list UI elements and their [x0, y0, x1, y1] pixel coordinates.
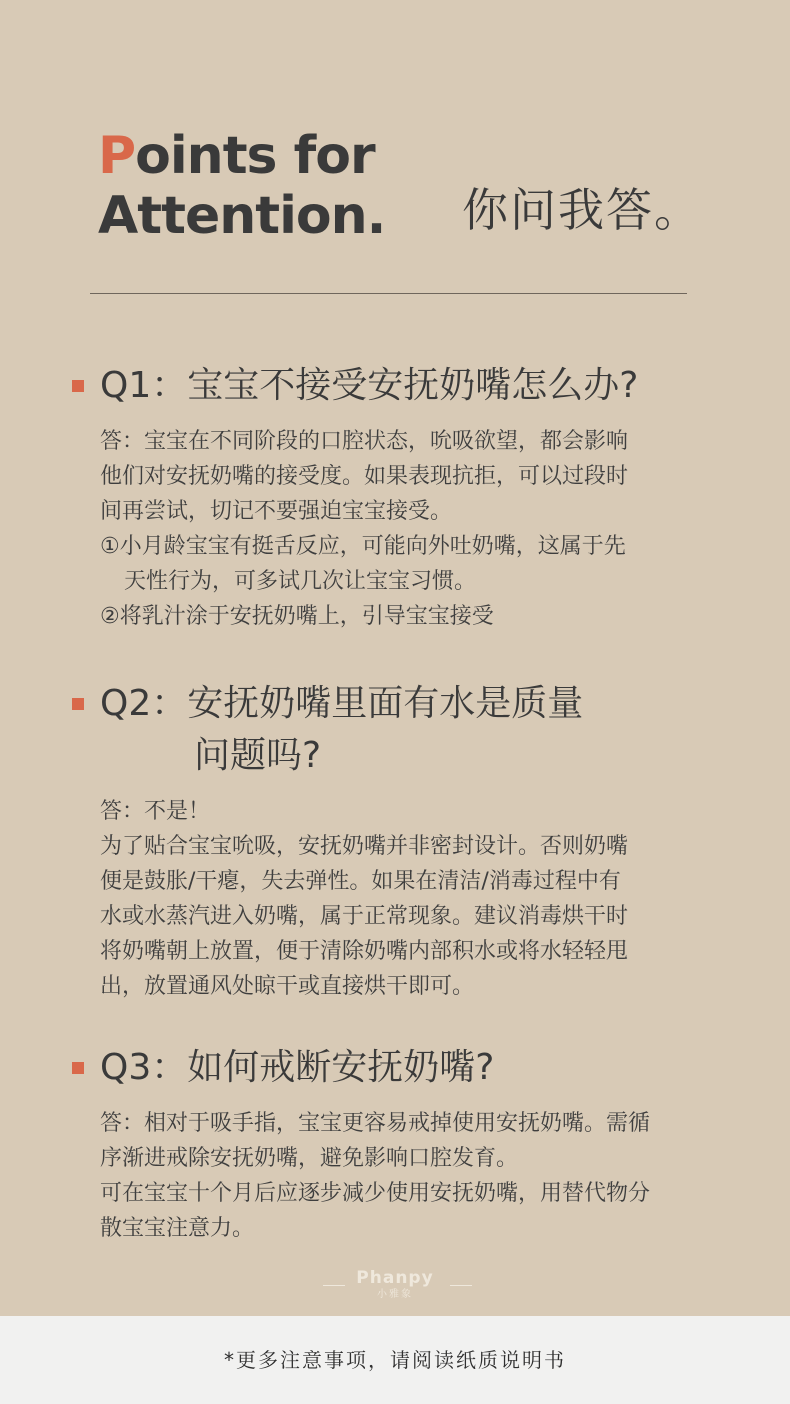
- question-row: [72, 678, 752, 782]
- answer-line: 便是鼓胀/干瘪，失去弹性。如果在清洁/消毒过程中有: [100, 869, 621, 894]
- brand-name: Phanpy: [356, 1268, 434, 1288]
- header-divider: [90, 293, 687, 294]
- answer-line: ②将乳汁涂于安抚奶嘴上，引导宝宝接受: [100, 604, 494, 629]
- question-label: Q3：: [100, 1047, 188, 1088]
- brand-name-cn: 小雅象: [377, 1289, 413, 1300]
- square-bullet-icon: [72, 380, 84, 392]
- qa-section-1: [72, 360, 752, 634]
- english-title: [98, 126, 385, 246]
- question-title: 如何戒断安抚奶嘴?: [187, 1047, 495, 1088]
- answer-line: 散宝宝注意力。: [100, 1216, 255, 1241]
- answer-line: 出，放置通风处晾干或直接烘干即可。: [100, 974, 475, 999]
- answer-line: 答：不是！: [100, 799, 211, 824]
- answer-line: 答：相对于吸手指，宝宝更容易戒掉使用安抚奶嘴。需循: [100, 1111, 651, 1136]
- title-accent-letter: P: [98, 126, 136, 186]
- brand-logo: [0, 1268, 790, 1302]
- square-bullet-icon: [72, 1062, 84, 1074]
- page-header: [0, 0, 790, 300]
- question-heading: [100, 678, 752, 782]
- qa-section-2: [72, 678, 752, 1004]
- question-title: 宝宝不接受安抚奶嘴怎么办?: [187, 365, 639, 406]
- title-line1-rest: oints for: [135, 126, 375, 186]
- question-row: [72, 1042, 752, 1094]
- question-title-line-1: 安抚奶嘴里面有水是质量: [187, 683, 584, 724]
- answer-line: 答：宝宝在不同阶段的口腔状态，吮吸欲望，都会影响: [100, 429, 629, 454]
- answer-line: 水或水蒸汽进入奶嘴，属于正常现象。建议消毒烘干时: [100, 904, 629, 929]
- chinese-title: 你问我答。: [462, 183, 702, 237]
- question-label: Q2：: [100, 683, 188, 724]
- answer-line: 将奶嘴朝上放置，便于清除奶嘴内部积水或将水轻轻甩: [100, 939, 629, 964]
- answer-line: 序渐进戒除安抚奶嘴，避免影响口腔发育。: [100, 1146, 519, 1171]
- answer-block: [72, 424, 752, 634]
- footer-note: *更多注意事项，请阅读纸质说明书: [224, 1348, 566, 1372]
- answer-line: 天性行为，可多试几次让宝宝习惯。: [124, 569, 477, 594]
- answer-line: 他们对安抚奶嘴的接受度。如果表现抗拒，可以过段时: [100, 464, 629, 489]
- question-label: Q1：: [100, 365, 188, 406]
- answer-block: [72, 794, 752, 1004]
- answer-line: ①小月龄宝宝有挺舌反应，可能向外吐奶嘴，这属于先: [100, 534, 626, 559]
- answer-block: [72, 1106, 752, 1246]
- footer-bar: [0, 1316, 790, 1404]
- question-heading: [100, 360, 752, 412]
- question-heading: [100, 1042, 752, 1094]
- title-line2: Attention.: [98, 186, 386, 246]
- answer-line: 间再尝试，切记不要强迫宝宝接受。: [100, 499, 453, 524]
- square-bullet-icon: [72, 698, 84, 710]
- answer-line: 可在宝宝十个月后应逐步减少使用安抚奶嘴，用替代物分: [100, 1181, 651, 1206]
- question-row: [72, 360, 752, 412]
- question-title-line-2: 问题吗?: [194, 735, 322, 776]
- qa-section-3: [72, 1042, 752, 1246]
- answer-line: 为了贴合宝宝吮吸，安抚奶嘴并非密封设计。否则奶嘴: [100, 834, 629, 859]
